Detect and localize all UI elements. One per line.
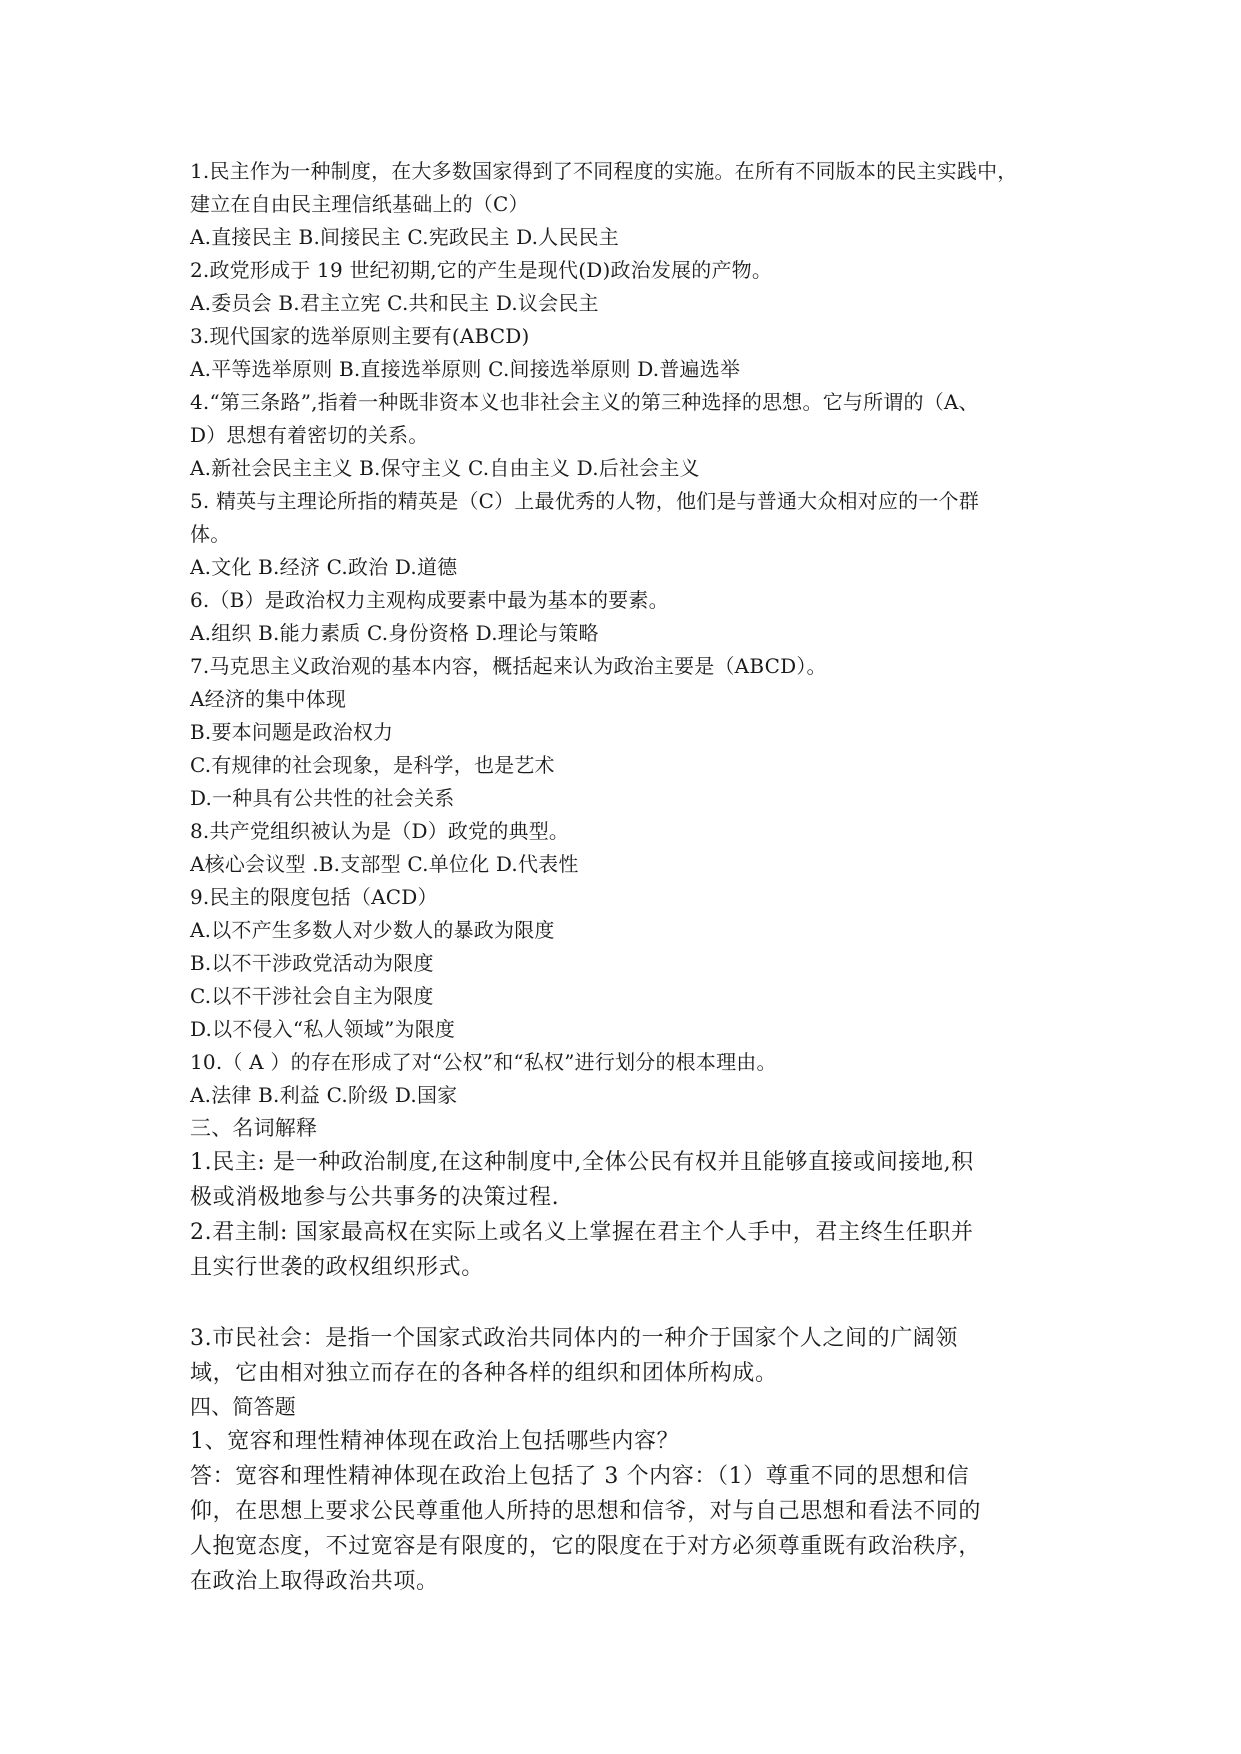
text-line: 6.（B）是政治权力主观构成要素中最为基本的要素。: [190, 588, 669, 612]
text-line: 极或消极地参与公共事务的决策过程.: [190, 1185, 560, 1210]
text-line: 2.君主制: 国家最高权在实际上或名义上掌握在君主个人手中，君主终生任职并: [190, 1220, 974, 1245]
answer-line: 在政治上取得政治共项。: [190, 1569, 439, 1594]
section-heading: 三、名词解释: [190, 1116, 318, 1140]
text-line: B.要本问题是政治权力: [190, 720, 394, 744]
text-line: 2.政党形成于 19 世纪初期,它的产生是现代(D)政治发展的产物。: [190, 258, 773, 282]
text-line: A.平等选举原则 B.直接选举原则 C.间接选举原则 D.普遍选举: [190, 357, 741, 381]
text-line: D）思想有着密切的关系。: [190, 423, 429, 447]
definitions-block: [190, 1145, 1060, 1391]
text-line: 且实行世袭的政权组织形式。: [190, 1255, 484, 1280]
question-block: [190, 155, 1060, 1145]
section-heading: 四、简答题: [190, 1395, 296, 1419]
question-line: 1、宽容和理性精神体现在政治上包括哪些内容？: [190, 1429, 680, 1454]
text-line: 域，它由相对独立而存在的各种各样的组织和团体所构成。: [190, 1361, 778, 1386]
text-line: A经济的集中体现: [190, 687, 347, 711]
text-line: C.有规律的社会现象，是科学，也是艺术: [190, 753, 555, 777]
text-line: A.委员会 B.君主立宪 C.共和民主 D.议会民主: [190, 291, 599, 315]
text-line: 3.现代国家的选举原则主要有(ABCD): [190, 324, 530, 348]
text-line: 3.市民社会：是指一个国家式政治共同体内的一种介于国家个人之间的广阔领: [190, 1326, 958, 1351]
text-line: 1.民主: 是一种政治制度,在这种制度中,全体公民有权并且能够直接或间接地,积: [190, 1150, 974, 1175]
text-line: 8.共产党组织被认为是（D）政党的典型。: [190, 819, 570, 843]
text-line: 5. 精英与主理论所指的精英是（C）上最优秀的人物，他们是与普通大众相对应的一个群: [190, 489, 979, 513]
text-line: A核心会议型 .B.支部型 C.单位化 D.代表性: [190, 852, 579, 876]
text-line: C.以不干涉社会自主为限度: [190, 984, 434, 1008]
text-line: A.以不产生多数人对少数人的暴政为限度: [190, 918, 555, 942]
text-line: 9.民主的限度包括（ACD）: [190, 885, 438, 909]
text-line: 4.“第三条路”,指着一种既非资本义也非社会主义的第三种选择的思想。它与所谓的（A、: [190, 390, 979, 414]
text-line: 1.民主作为一种制度，在大多数国家得到了不同程度的实施。在所有不同版本的民主实践中，: [190, 159, 1018, 183]
text-line: 7.马克思主义政治观的基本内容，概括起来认为政治主要是（ABCD）。: [190, 654, 827, 678]
answer-line: 答：宽容和理性精神体现在政治上包括了 3 个内容：（1）尊重不同的思想和信: [190, 1464, 970, 1489]
answer-line: 人抱宽态度，不过宽容是有限度的，它的限度在于对方必须尊重既有政治秩序，: [190, 1534, 982, 1559]
blank-gap: [190, 1285, 1060, 1321]
text-line: D.一种具有公共性的社会关系: [190, 786, 455, 810]
text-line: A.法律 B.利益 C.阶级 D.国家: [190, 1083, 458, 1107]
text-line: 建立在自由民主理信纸基础上的（C）: [190, 192, 529, 216]
text-line: A.直接民主 B.间接民主 C.宪政民主 D.人民民主: [190, 225, 619, 249]
text-line: B.以不干涉政党活动为限度: [190, 951, 434, 975]
text-line: D.以不侵入“私人领域”为限度: [190, 1017, 456, 1041]
text-line: A.新社会民主主义 B.保守主义 C.自由主义 D.后社会主义: [190, 456, 700, 480]
short-answer-block: [190, 1391, 1060, 1599]
text-line: 体。: [190, 522, 231, 546]
text-line: A.文化 B.经济 C.政治 D.道德: [190, 555, 458, 579]
document-page: [190, 155, 1060, 1599]
text-line: 10.（ A ）的存在形成了对“公权”和“私权”进行划分的根本理由。: [190, 1050, 777, 1074]
text-line: A.组织 B.能力素质 C.身份资格 D.理论与策略: [190, 621, 599, 645]
answer-line: 仰，在思想上要求公民尊重他人所持的思想和信爷，对与自己思想和看法不同的: [190, 1499, 982, 1524]
